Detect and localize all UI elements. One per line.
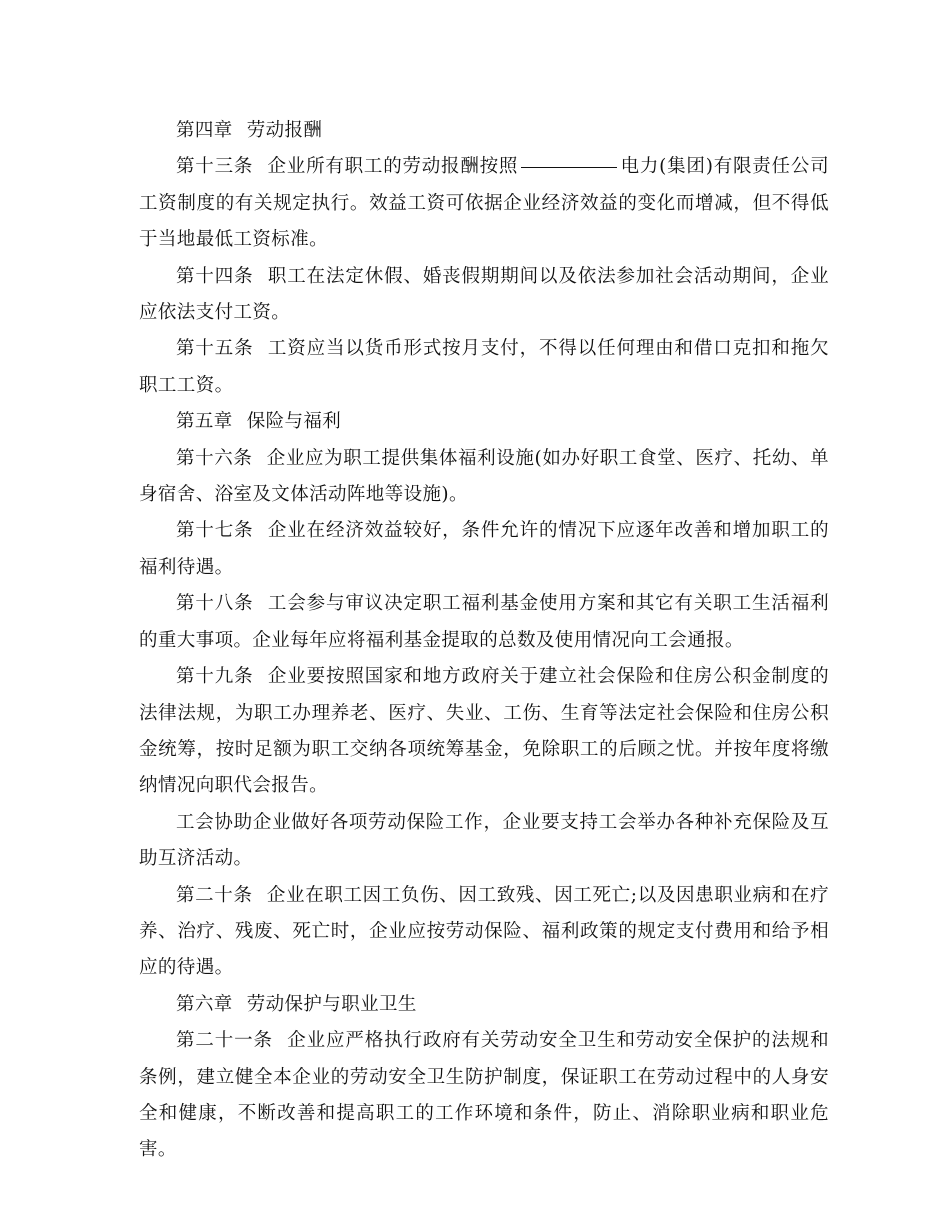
article-label: 第十九条 (176, 666, 254, 688)
article-text: 企业在经济效益较好，条件允许的情况下应逐年改善和增加职工的福利待遇。 (139, 520, 829, 578)
article-label: 第十八条 (176, 593, 254, 615)
chapter-4-heading (139, 113, 829, 149)
chapter-6-heading (139, 987, 829, 1023)
article-14 (139, 259, 829, 332)
article-text: 工资应当以货币形式按月支付，不得以任何理由和借口克扣和拖欠职工工资。 (139, 338, 829, 396)
article-text: 企业应严格执行政府有关劳动安全卫生和劳动安全保护的法规和条例，建立健全本企业的劳动安全卫生防护制度，保证职工在劳动过程中的人身安全和健康，不断改善和提高职工的工作环境和条件，防止、消除职业病和职业危害。 (139, 1030, 829, 1161)
article-text: 工会参与审议决定职工福利基金使用方案和其它有关职工生活福利的重大事项。企业每年应将福利基金提取的总数及使用情况向工会通报。 (139, 593, 829, 651)
chapter-title: 劳动报酬 (246, 120, 323, 141)
chapter-5-heading (139, 404, 829, 440)
article-18 (139, 586, 829, 659)
article-19-continuation (139, 805, 829, 878)
article-label: 第十七条 (176, 520, 254, 542)
article-label: 第十六条 (176, 447, 253, 469)
document-body (139, 113, 829, 1169)
chapter-title: 劳动保护与职业卫生 (246, 993, 417, 1015)
chapter-number: 第四章 (176, 120, 233, 141)
article-label: 第二十一条 (176, 1030, 273, 1052)
article-text: 工会协助企业做好各项劳动保险工作，企业要支持工会举办各种补充保险及互助互济活动。 (139, 811, 829, 870)
article-21 (139, 1023, 829, 1169)
article-text: 电力(集团)有限责任公司工资制度的有关规定执行。效益工资可依据企业经济效益的变化而增减，但不得低于当地最低工资标准。 (139, 156, 829, 251)
article-text: 企业所有职工的劳动报酬按照 (267, 156, 519, 178)
article-text: 企业在职工因工负伤、因工致残、因工死亡;以及因患职业病和在疗养、治疗、残废、死亡时，企业应按劳动保险、福利政策的规定支付费用和给予相应的待遇。 (139, 884, 829, 979)
article-16 (139, 441, 829, 514)
article-13 (139, 149, 829, 258)
article-text: 企业应为职工提供集体福利设施(如办好职工食堂、医疗、托幼、单身宿舍、浴室及文体活动阵地等设施)。 (139, 447, 829, 506)
article-label: 第十三条 (176, 156, 254, 178)
article-text: 职工在法定休假、婚丧假期期间以及依法参加社会活动期间，企业应依法支付工资。 (139, 265, 829, 324)
chapter-number: 第六章 (176, 993, 233, 1015)
article-20 (139, 878, 829, 987)
article-label: 第十五条 (176, 338, 254, 360)
article-17 (139, 513, 829, 586)
article-text: 企业要按照国家和地方政府关于建立社会保险和住房公积金制度的法律法规，为职工办理养老、医疗、失业、工伤、生育等法定社会保险和住房公积金统筹，按时足额为职工交纳各项统筹基金，免除职工的后顾之忧。并按年度将缴纳情况向职代会报告。 (139, 666, 829, 797)
chapter-title: 保险与福利 (246, 411, 342, 433)
article-label: 第二十条 (176, 884, 253, 906)
article-19 (139, 659, 829, 805)
article-label: 第十四条 (176, 265, 254, 287)
article-15 (139, 331, 829, 404)
chapter-number: 第五章 (176, 411, 233, 433)
fill-in-blank (521, 166, 617, 168)
